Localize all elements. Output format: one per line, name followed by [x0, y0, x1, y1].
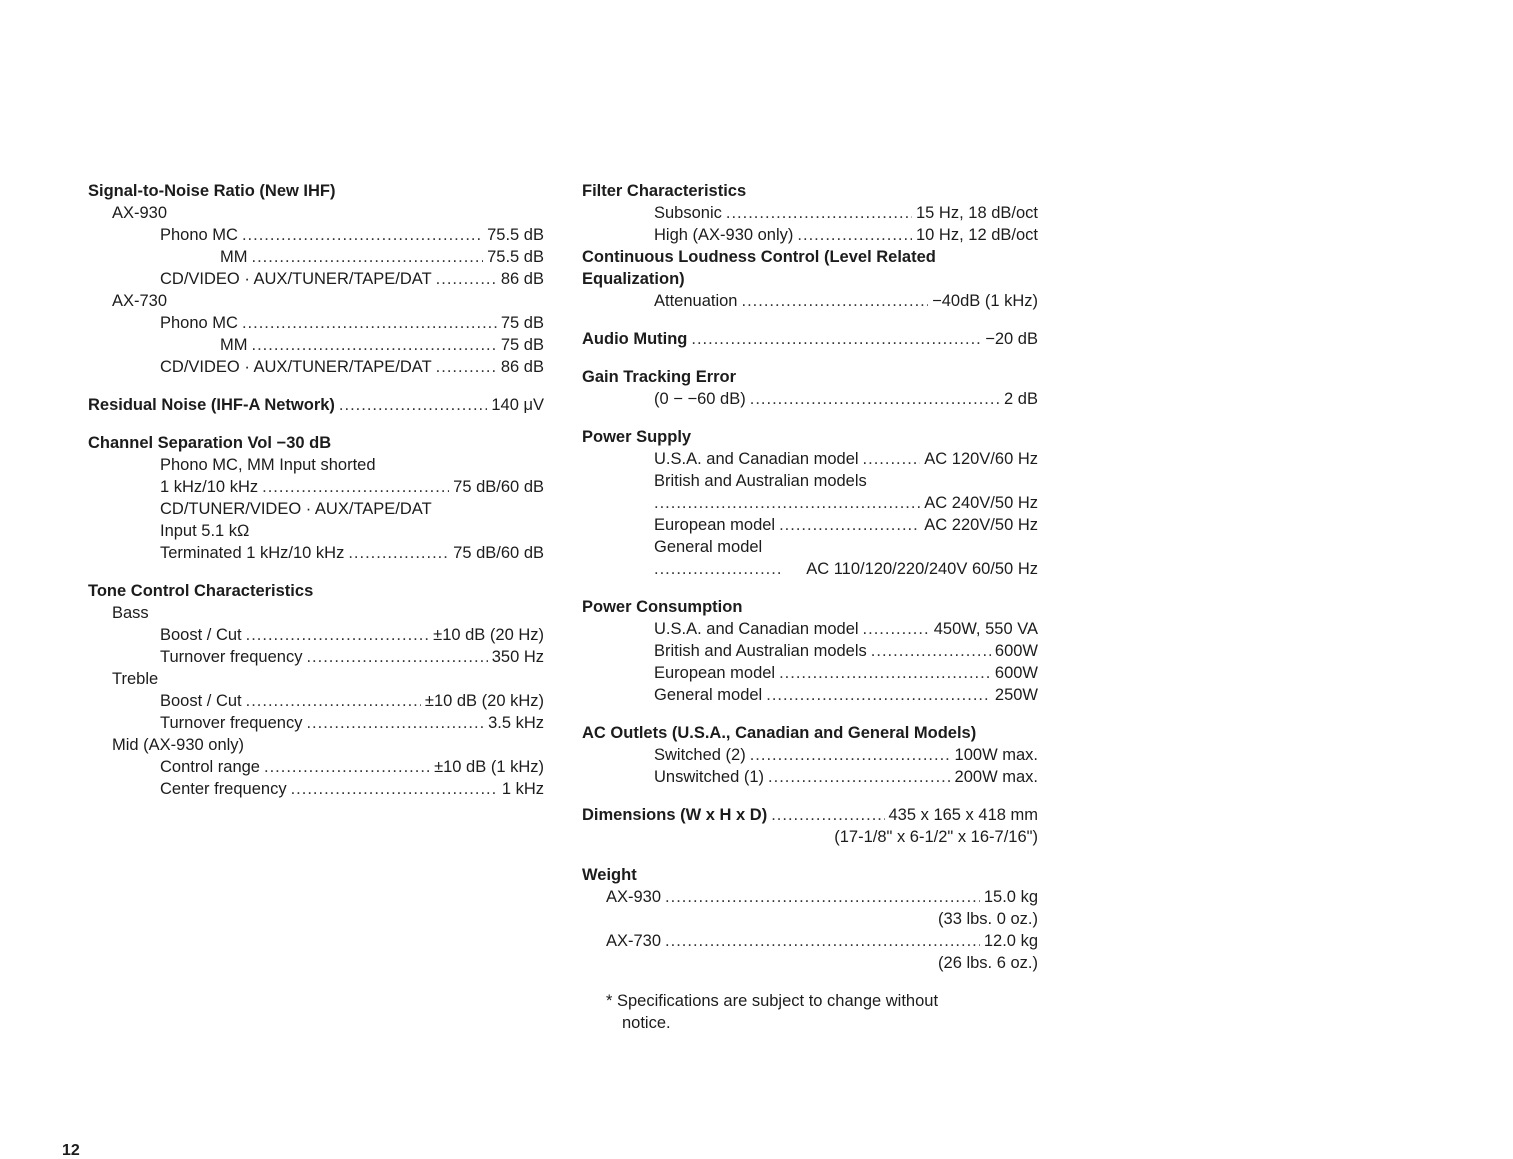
spec-value: −20 dB	[985, 330, 1038, 348]
spec-value: ±10 dB (20 kHz)	[424, 692, 544, 710]
supply-european-row	[582, 514, 1038, 536]
supply-british-label: British and Australian models	[654, 472, 867, 490]
loudness-section	[582, 246, 1038, 312]
spec-label: Subsonic	[654, 204, 722, 222]
loudness-heading-line1: Continuous Loudness Control (Level Related	[582, 248, 936, 266]
tone-mid-label: Mid (AX-930 only)	[112, 736, 245, 754]
channel-separation-heading: Channel Separation Vol −30 dB	[88, 434, 332, 452]
filter-high-row	[582, 224, 1038, 246]
note-text	[582, 990, 1038, 1034]
spec-value: ±10 dB (20 Hz)	[433, 626, 544, 644]
supply-general-row	[582, 558, 1038, 580]
leader-dots	[264, 756, 430, 778]
residual-noise-row	[88, 394, 544, 416]
spec-value: 2 dB	[1004, 390, 1038, 408]
leader-dots	[863, 448, 921, 470]
spec-label: CD/VIDEO · AUX/TUNER/TAPE/DAT	[160, 358, 432, 376]
spec-label: High (AX-930 only)	[654, 226, 794, 244]
consumption-british-row	[582, 640, 1038, 662]
leader-dots	[654, 558, 780, 580]
leader-dots	[262, 476, 449, 498]
snr-section	[88, 180, 544, 378]
spec-label: Turnover frequency	[160, 714, 303, 732]
spec-value: 75.5 dB	[487, 248, 544, 266]
spec-value: AC 120V/60 Hz	[924, 450, 1038, 468]
spec-value: 86 dB	[500, 270, 544, 288]
leader-dots	[779, 514, 920, 536]
leader-dots	[771, 804, 884, 826]
spec-label: CD/VIDEO · AUX/TUNER/TAPE/DAT	[160, 270, 432, 288]
note-line1: * Specifications are subject to change without	[606, 992, 939, 1010]
leader-dots	[436, 356, 497, 378]
ac-outlets-section	[582, 722, 1038, 788]
separation-terminated-row	[88, 542, 544, 564]
leader-dots	[348, 542, 449, 564]
power-consumption-heading: Power Consumption	[582, 598, 743, 616]
leader-dots	[768, 766, 951, 788]
leader-dots	[246, 690, 421, 712]
spec-label: MM	[220, 336, 248, 354]
spec-value: 200W max.	[954, 768, 1038, 786]
spec-value: 75.5 dB	[487, 226, 544, 244]
separation-phono-label: Phono MC, MM Input shorted	[160, 456, 376, 474]
power-supply-heading: Power Supply	[582, 428, 692, 446]
spec-label: Boost / Cut	[160, 692, 242, 710]
dimensions-heading: Dimensions (W x H x D)	[582, 806, 768, 824]
spec-value: 75 dB/60 dB	[453, 478, 544, 496]
loudness-attenuation-row	[582, 290, 1038, 312]
spec-value: 75 dB/60 dB	[453, 544, 544, 562]
audio-muting-heading: Audio Muting	[582, 330, 688, 348]
tone-bass-turnover-row	[88, 646, 544, 668]
spec-label: U.S.A. and Canadian model	[654, 620, 859, 638]
consumption-general-row	[582, 684, 1038, 706]
spec-label: Attenuation	[654, 292, 738, 310]
weight-section	[582, 864, 1038, 974]
spec-label: Switched (2)	[654, 746, 746, 764]
gain-tracking-section	[582, 366, 1038, 410]
left-column	[88, 180, 544, 800]
spec-value: 3.5 kHz	[488, 714, 544, 732]
leader-dots	[306, 712, 484, 734]
spec-value: 450W, 550 VA	[933, 620, 1038, 638]
spec-value: 15 Hz, 18 dB/oct	[916, 204, 1038, 222]
dimensions-row	[582, 804, 1038, 826]
outlets-unswitched-row	[582, 766, 1038, 788]
supply-general-label: General model	[654, 538, 763, 556]
residual-noise-section	[88, 394, 544, 416]
spec-value: 10 Hz, 12 dB/oct	[916, 226, 1038, 244]
leader-dots	[691, 328, 981, 350]
spec-value: 250W	[994, 686, 1038, 704]
outlets-switched-row	[582, 744, 1038, 766]
spec-label: MM	[220, 248, 248, 266]
spec-value: 100W max.	[954, 746, 1038, 764]
spec-label: Terminated 1 kHz/10 kHz	[160, 544, 345, 562]
separation-cd-label: CD/TUNER/VIDEO · AUX/TAPE/DAT	[160, 500, 432, 518]
tone-mid-range-row	[88, 756, 544, 778]
page-number: 12	[62, 1142, 80, 1159]
spec-label: U.S.A. and Canadian model	[654, 450, 859, 468]
leader-dots	[665, 886, 980, 908]
weight-heading: Weight	[582, 866, 637, 884]
leader-dots	[726, 202, 912, 224]
weight-ax930-row	[582, 886, 1038, 908]
separation-input-label: Input 5.1 kΩ	[160, 522, 250, 540]
snr-ax930-model: AX-930	[112, 204, 168, 222]
leader-dots	[306, 646, 487, 668]
dimensions-inches: (17-1/8" x 6-1/2" x 16-7/16")	[834, 828, 1038, 846]
supply-usa-row	[582, 448, 1038, 470]
leader-dots	[436, 268, 497, 290]
snr-ax730-phono-mc-row	[88, 312, 544, 334]
consumption-european-row	[582, 662, 1038, 684]
specifications-note	[582, 990, 1038, 1034]
weight-ax930-lbs: (33 lbs. 0 oz.)	[938, 910, 1038, 928]
leader-dots	[863, 618, 930, 640]
loudness-heading-line2: Equalization)	[582, 270, 685, 288]
spec-label: Boost / Cut	[160, 626, 242, 644]
tone-treble-label: Treble	[112, 670, 159, 688]
leader-dots	[242, 224, 483, 246]
spec-value: 12.0 kg	[983, 932, 1038, 950]
tone-bass-label: Bass	[112, 604, 149, 622]
spec-value: AC 220V/50 Hz	[924, 516, 1038, 534]
tone-treble-boost-row	[88, 690, 544, 712]
supply-british-row	[582, 492, 1038, 514]
power-consumption-section	[582, 596, 1038, 706]
note-line2: notice.	[622, 1014, 671, 1032]
power-supply-section	[582, 426, 1038, 580]
spec-label: Center frequency	[160, 780, 287, 798]
leader-dots	[750, 744, 951, 766]
tone-mid-center-row	[88, 778, 544, 800]
snr-ax730-model: AX-730	[112, 292, 168, 310]
spec-value: 435 x 165 x 418 mm	[888, 806, 1038, 824]
gain-tracking-heading: Gain Tracking Error	[582, 368, 737, 386]
consumption-usa-row	[582, 618, 1038, 640]
leader-dots	[654, 492, 920, 514]
leader-dots	[665, 930, 980, 952]
spec-value: 15.0 kg	[983, 888, 1038, 906]
spec-label: General model	[654, 686, 763, 704]
leader-dots	[252, 246, 484, 268]
snr-ax730-mm-row	[88, 334, 544, 356]
spec-label: Phono MC	[160, 226, 238, 244]
residual-noise-heading: Residual Noise (IHF-A Network)	[88, 396, 335, 414]
snr-ax930-cd-row	[88, 268, 544, 290]
leader-dots	[246, 624, 430, 646]
snr-heading: Signal-to-Noise Ratio (New IHF)	[88, 182, 336, 200]
spec-value: 140 μV	[491, 396, 544, 414]
spec-label: Turnover frequency	[160, 648, 303, 666]
spec-label: European model	[654, 664, 776, 682]
right-column	[582, 180, 1038, 1034]
tone-treble-turnover-row	[88, 712, 544, 734]
leader-dots	[779, 662, 991, 684]
spec-value: 350 Hz	[491, 648, 544, 666]
spec-label: European model	[654, 516, 776, 534]
leader-dots	[750, 388, 1000, 410]
spec-value: 75 dB	[500, 336, 544, 354]
filter-section	[582, 180, 1038, 246]
spec-label: Phono MC	[160, 314, 238, 332]
snr-ax930-mm-row	[88, 246, 544, 268]
spec-label: Control range	[160, 758, 260, 776]
leader-dots	[252, 334, 497, 356]
spec-value: −40dB (1 kHz)	[932, 292, 1038, 310]
spec-value: ±10 dB (1 kHz)	[434, 758, 544, 776]
audio-muting-section	[582, 328, 1038, 350]
filter-subsonic-row	[582, 202, 1038, 224]
leader-dots	[339, 394, 487, 416]
spec-value: 86 dB	[500, 358, 544, 376]
dimensions-section	[582, 804, 1038, 848]
spec-value: AC 240V/50 Hz	[924, 494, 1038, 512]
tone-bass-boost-row	[88, 624, 544, 646]
spec-label: British and Australian models	[654, 642, 867, 660]
weight-ax730-lbs: (26 lbs. 6 oz.)	[938, 954, 1038, 972]
separation-phono-freq-row	[88, 476, 544, 498]
tone-control-heading: Tone Control Characteristics	[88, 582, 314, 600]
spec-value: 600W	[994, 642, 1038, 660]
filter-heading: Filter Characteristics	[582, 182, 747, 200]
channel-separation-section	[88, 432, 544, 564]
leader-dots	[291, 778, 498, 800]
spec-label: 1 kHz/10 kHz	[160, 478, 259, 496]
spec-label: (0 − −60 dB)	[654, 390, 746, 408]
spec-label: AX-930	[606, 888, 662, 906]
audio-muting-row	[582, 328, 1038, 350]
spec-value: 75 dB	[500, 314, 544, 332]
spec-value: 1 kHz	[501, 780, 544, 798]
leader-dots	[871, 640, 991, 662]
leader-dots	[741, 290, 928, 312]
snr-ax730-cd-row	[88, 356, 544, 378]
gain-tracking-row	[582, 388, 1038, 410]
spec-label: AX-730	[606, 932, 662, 950]
leader-dots	[766, 684, 991, 706]
spec-value: 600W	[994, 664, 1038, 682]
ac-outlets-heading: AC Outlets (U.S.A., Canadian and General Models)	[582, 724, 977, 742]
leader-dots	[242, 312, 497, 334]
spec-label: Unswitched (1)	[654, 768, 765, 786]
leader-dots	[797, 224, 912, 246]
spec-value: AC 110/120/220/240V 60/50 Hz	[806, 560, 1038, 578]
weight-ax730-row	[582, 930, 1038, 952]
tone-control-section	[88, 580, 544, 800]
snr-ax930-phono-mc-row	[88, 224, 544, 246]
